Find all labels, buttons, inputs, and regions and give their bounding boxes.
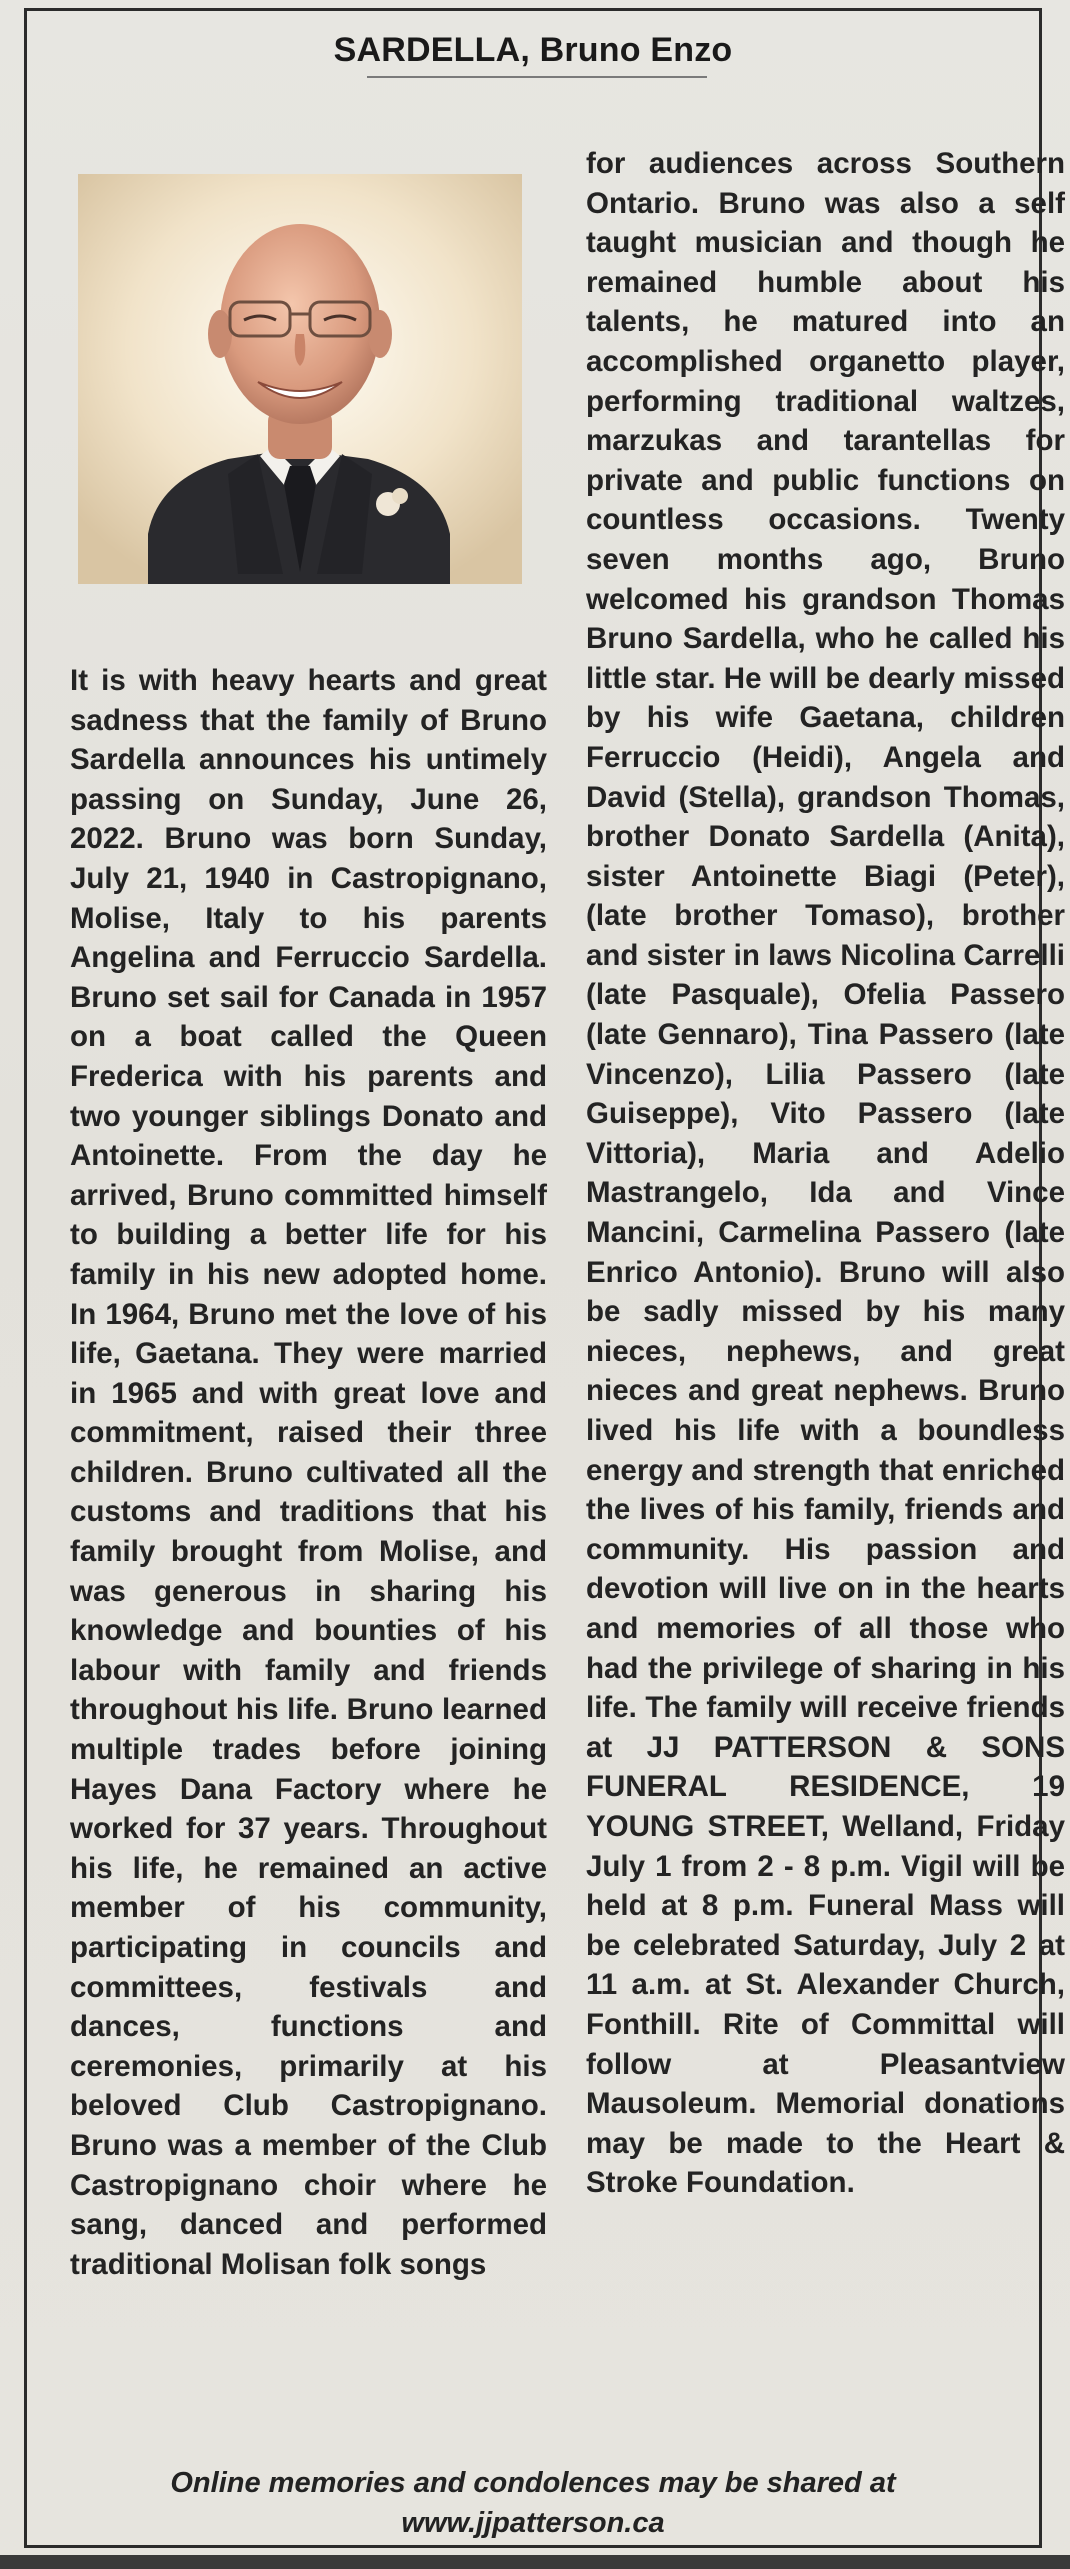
heading-rule xyxy=(367,76,707,78)
portrait-illustration xyxy=(78,174,522,584)
funeral-home-website: www.jjpatterson.ca xyxy=(401,2507,665,2539)
obituary-text-right-column: for audiences across Southern Ontario. Bruno was also a self taught musician and though he remained humble about his talents, he matured into an accomplished organetto player, performing traditional waltzes, marzukas and tarantellas for private and public functions on countless occasions. Twenty seven months ago, Bruno welcomed his grandson Thomas Bruno Sardella, who he called his little star. He will be dearly missed by his wife Gaetana, children Ferruccio (Heidi), Angela and David (Stella), grandson Thomas, brother Donato Sardella (Anita), sister Antoinette Biagi (Peter), (late brother Tomaso), brother and sister in laws Nicolina Carrelli (late Pasquale), Ofelia Passero (late Gennaro), Tina Passero (late Vincenzo), Lilia Passero (late Guiseppe), Vito Passero (late Vittoria), Maria and Adelio Mastrangelo, Ida and Vince Mancini, Carmelina Passero (late Enrico Antonio). Bruno will also be sadly missed by his many nieces, nephews, and great nieces and great nephews. Bruno lived his life with a boundless energy and strength that enriched the lives of his family, friends and community. His passion and devotion will live on in the hearts and memories of all those who had the privilege of sharing in his life. The family will receive friends at JJ PATTERSON & SONS FUNERAL RESIDENCE, 19 YOUNG STREET, Welland, Friday July 1 from 2 - 8 p.m. Vigil will be held at 8 p.m. Funeral Mass will be celebrated Saturday, July 2 at 11 a.m. at St. Alexander Church, Fonthill. Rite of Committal will follow at Pleasantview Mausoleum. Memorial donations may be made to the Heart & Stroke Foundation. xyxy=(586,147,1065,2200)
condolences-text: Online memories and condolences may be shared at xyxy=(170,2467,896,2499)
online-condolences-note xyxy=(27,2463,1039,2543)
obituary-name-heading: SARDELLA, Bruno Enzo xyxy=(333,31,733,69)
obituary-frame xyxy=(24,8,1065,2548)
page-edge xyxy=(0,2555,1070,2569)
obituary-text-left-column: It is with heavy hearts and great sadness that the family of Bruno Sardella announces his untimely passing on Sunday, June 26, 2022. Bruno was born Sunday, July 21, 1940 in Castropignano, Molise, Italy to his parents Angelina and Ferruccio Sardella. Bruno set sail for Canada in 1957 on a boat called the Queen Frederica with his parents and two younger siblings Donato and Antoinette. From the day he arrived, Bruno committed himself to building a better life for his family in his new adopted home. In 1964, Bruno met the love of his life, Gaetana. They were married in 1965 and with great love and commitment, raised their three children. Bruno cultivated all the customs and traditions that his family brought from Molise, and was generous in sharing his knowledge and bounties of his labour with family and friends throughout his life. Bruno learned multiple trades before joining Hayes Dana Factory where he worked for 37 years. Throughout his life, he remained an active member of his community, participating in councils and committees, festivals and dances, functions and ceremonies, primarily at his beloved Club Castropignano. Bruno was a member of the Club Castropignano choir where he sang, danced and performed traditional Molisan folk songs xyxy=(70,664,547,2281)
portrait-photo xyxy=(78,174,522,584)
